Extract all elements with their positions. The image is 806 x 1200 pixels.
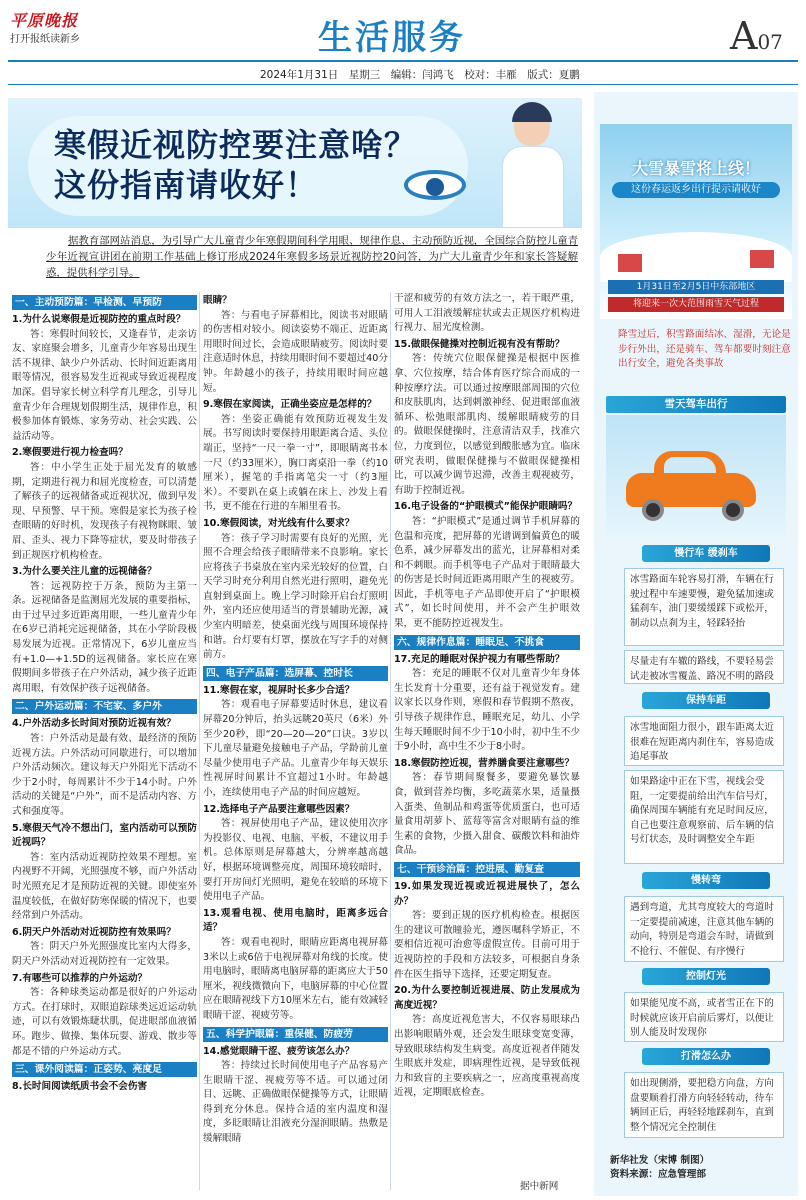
article-column-2 (203, 292, 388, 1147)
answer-paragraph: 答：户外活动是最有效、最经济的预防近视方法。户外活动可同歇进行，可以增加户外活动频次。建议每天户外阳光下活动不少于2小时，每周累计不少于14小时。户外活动的关键是“户外”，而不是活动内容、方式和强度等。 (12, 733, 197, 817)
section-heading: 五、科学护眼篇：重保健、防疲劳 (203, 1027, 388, 1042)
sidebar-credits (610, 1154, 709, 1182)
answer-paragraph: 答：中小学生正处于屈光发育的敏感期，定期进行视力和屈光度检查，可以清楚了解孩子的远视储备或近视状况，做到早发现、早预警、早干预。寒假是家长为孩子检查眼睛的好时机，发现孩子有视物眯眼、皱眉、歪头、视力下降等症状，要及时带孩子到正规医疗机构检查。 (12, 461, 197, 561)
tip-text: 冰雪路面车轮容易打滑，车辆在行驶过程中车速要慢，避免猛加速或猛刹车，油门要缓缓踩下或松开，制动以点刹为主，轻踩轻抬 (624, 568, 784, 646)
dateline: 2024年1月31日 星期三 编辑：闫鸿飞 校对：丰雁 版式：夏鹏 (260, 69, 580, 81)
answer-paragraph: 答：与看电子屏幕相比，阅读书对眼睛的伤害相对较小。阅读姿势不端正、近距离用眼时间过长，会造成眼睛疲劳。阅读时要注意适时休息，持续用眼时间不要超过40分钟。年龄越小的孩子，持续用眼时间应越短。 (203, 309, 388, 394)
answer-paragraph: 答：观看电视时，眼睛应距离电视屏幕3米以上或6倍于电视屏幕对角线的长度。使用电脑时，眼睛离电脑屏幕的距离应大于50厘米，视线微微向下，电脑屏幕的中心位置应在眼睛视线下方10厘米左右，能有效减轻眼睛干涩、视疲劳等。 (203, 936, 388, 1021)
snow-safety-note: 降雪过后，积雪路面结冰、湿滑，无论是步行外出，还是骑车、驾车都要时刻注意出行安全，避免各类事故 (618, 329, 791, 369)
headline-line-1: 寒假近视防控要注意啥？ (54, 126, 418, 164)
question: 20.为什么要控制近视进展、防止发展成为高度近视？ (394, 985, 580, 1011)
tip-text: 尽量走有车辙的路线，不要轻易尝试走被冰雪覆盖、路况不明的路段 (624, 650, 784, 684)
section-heading: 七、干预诊治篇：控进展、勤复查 (394, 862, 580, 877)
eye-icon (404, 170, 466, 200)
tip-text: 遇到弯道，尤其弯度较大的弯道时一定要提前减速，注意其他车辆的动向，特别是弯道会车时，请做到不抢行、不催促、有序慢行 (624, 896, 784, 962)
question: 17.充足的睡眠对保护视力有哪些帮助？ (394, 653, 565, 665)
header-rule-thin (8, 84, 798, 85)
answer-paragraph: 答：各种球类运动都是很好的户外运动方式。在打球时，双眼追踪球类远近运动轨迹，可以有效锻炼睫状肌，促进眼部血液循环。跑步、做操、集体玩耍、游戏、散步等都是不错的户外运动方式。 (12, 987, 197, 1057)
tip-title-lights: 控制灯光 (642, 968, 770, 985)
answer-paragraph: 答：充足的睡眠不仅对儿童青少年身体生长发育十分重要，还有益于视觉发育。建议家长以身作则，寒假和春节假期不熬夜，引导孩子规律作息，睡眠充足，幼儿、小学生每天睡眠时间不少于10小时，初中生不少于9小时，高中生不少于8小时。 (394, 668, 580, 753)
answer-paragraph: 答：观看电子屏幕要适时休息，建议看屏幕20分钟后，抬头远眺20英尺（6米）外至少20秒，即“20—20—20”口诀。3岁以下儿童尽量避免接触电子产品，学龄前儿童尽量少使用电子产品。儿童青少年每天娱乐性视屏时间累计不宜超过1小时。年龄越小，连续使用电子产品的时间应越短。 (203, 699, 388, 798)
house-icon (618, 252, 642, 272)
answer-paragraph: 答：春节期间聚餐多，要避免暴饮暴食，做到营养均衡，多吃蔬菜水果，适量摄入蛋类、鱼制品和鸡蛋等优质蛋白，也可适量食用胡萝卜、蓝莓等富含对眼睛有益的维生素的食物，少摄入甜食、碳酸饮料和油炸食品。 (394, 772, 580, 857)
section-heading: 四、电子产品篇：选屏幕、控时长 (203, 666, 388, 681)
credit-source: 资料来源：应急管理部 (610, 1169, 706, 1180)
answer-paragraph: 答：寒假时间较长，又逢春节，走亲访友、家庭聚会增多，儿童青少年容易出现生活不规律、缺少户外活动、长时间近距离用眼等情况，很容易发生近视或导致近视程度加深。倡导家长树立科学育儿理念，引导儿童青少年合理规划假期生活，规律作息，积极参加体育锻炼、家务劳动、社会实践、公益活动等。 (12, 328, 197, 442)
answer-paragraph: 答：孩子学习时需要有良好的光照，光照不合理会给孩子眼睛带来不良影响。家长应将孩子书桌放在室内采光较好的位置，白天学习时充分利用自然光进行照明，避免光直射到桌面上。晚上学习时除开启台灯照明外，室内还应使用适当的背景辅助光源，减少室内明暗差，使桌面光线与周围环境保持和谐。台灯要有灯罩，摆放在写字手的对侧前方。 (203, 532, 388, 661)
snow-warning-graphic (600, 124, 792, 319)
snow-subtitle: 这份春运返乡出行提示请收好 (612, 182, 780, 198)
question: 3.为什么要关注儿童的远视储备？ (12, 566, 157, 578)
question: 7.有哪些可以推荐的户外运动？ (12, 972, 148, 984)
answer-paragraph: 答：阴天户外光照强度比室内大得多，阴天户外活动对近视防控有一定效果。 (12, 941, 197, 967)
tip-text: 如果路途中正在下雪，视线会受阻，一定要提前给出汽车信号灯，确保周围车辆能有充足时间反应，自己也要注意观察前、后车辆的信号灯状态，及时调整安全车距 (624, 770, 784, 864)
column-divider (199, 292, 200, 1190)
question: 18.寒假防控近视，营养膳食要注意哪些？ (394, 757, 575, 769)
page-number (730, 14, 783, 58)
tip-text: 冰雪地面阻力很小，跟车距离太近很难在短距离内刹住车，容易造成追尾事故 (624, 716, 784, 766)
question: 眼睛？ (203, 295, 232, 306)
section-heading: 三、课外阅读篇：正姿势、亮度足 (12, 1062, 197, 1077)
answer-paragraph: 答：“护眼模式”是通过调节手机屏幕的色温和亮度，把屏幕的光谱调到偏黄色的暖色系，减少屏幕发出的蓝光，让屏幕相对柔和不刺眼。而手机等电子产品对于眼睛最大的伤害是长时间近距离用眼产生的视疲劳。因此，手机等电子产品即使开启了“护眼模式”，如长时间使用，并不会产生护眼效果，更不能防控近视发生。 (394, 515, 580, 630)
question: 14.感觉眼睛干涩、疲劳该怎么办？ (203, 1045, 355, 1057)
question: 9.寒假在家阅读，正确坐姿应是怎样的？ (203, 399, 377, 411)
tip-text: 如出现侧滑，要把稳方向盘，方向盘要顺着打滑方向轻轻转动，待车辆回正后，再轻轻地踩刹车，直到整个情况完全控制住 (624, 1072, 784, 1138)
answer-paragraph: 答：要到正规的医疗机构检查。根据医生的建议可散瞳验光，遵医嘱科学矫正，不要相信近视可治愈等虚假宣传。目前可用于近视防控的手段和方法较多，可根据自身条件在医生指导下选择，还要定期复查。 (394, 910, 580, 980)
answer-paragraph: 答：室内活动近视防控效果不理想。室内视野不开阔，光照强度不够，而户外活动时光照充足才是预防近视的关键。即使室外温度较低，在做好防寒保暖的情况下，也要经常到户外活动。 (12, 851, 197, 922)
question: 15.做眼保健操对控制近视有没有帮助？ (394, 338, 565, 350)
answer-paragraph: 答：传统穴位眼保健操是根据中医推拿、穴位按摩，结合体育医疗综合而成的一种按摩疗法。可以通过按摩眼部周围的穴位和皮肤肌肉，达到刺激神经、促进眼部血液循环、松弛眼部肌肉、缓解眼睛疲劳的目的。做眼保健操时，注意清洁双手，找准穴位，力度到位，以感觉到酸胀感为宜。临床研究表明，做眼保健操与不做眼保健操相比，可以减少调节迟滞，改善主观视疲劳，有助于控制近视。 (394, 353, 580, 496)
page-letter: A (730, 14, 758, 58)
question: 13.观看电视、使用电脑时，距离多远合适？ (203, 907, 388, 934)
credit-graphic: 新华社发（宋博 制图） (610, 1155, 710, 1166)
answer-paragraph: 答：持续过长时间使用电子产品容易产生眼睛干涩、视疲劳等不适。可以通过闭目、远眺、正确做眼保健操等方式，让眼睛得到充分休息。保持合适的室内温度和湿度，多眨眼睛让泪液充分湿润眼睛。热敷是缓解眼睛 (203, 1060, 388, 1145)
question: 10.寒假阅读，对光线有什么要求？ (203, 517, 355, 529)
snow-title: 大雪暴雪将上线！ (631, 159, 760, 178)
doctor-illustration (498, 98, 568, 228)
question: 5.寒假天气冷不想出门，室内活动可以预防近视吗？ (12, 822, 197, 849)
house-icon (750, 248, 774, 268)
tip-title-distance: 保持车距 (642, 692, 770, 709)
headline-line-2: 这份指南请收好！ (54, 166, 319, 204)
question: 2.寒假要进行视力检查吗？ (12, 447, 128, 459)
header-rule (8, 60, 798, 62)
question: 1.为什么说寒假是近视防控的重点时段？ (12, 314, 186, 325)
answer-paragraph: 答：坐姿正确能有效预防近视发生发展。书写阅读时要保持用眼距离合适、头位端正，坚持“一尺一拳一寸”，即眼睛离书本一尺（约33厘米），胸口离桌沿一拳（约10厘米），握笔的手指离笔尖一寸（约3厘米）。不要趴在桌上或躺在床上、沙发上看书，更不能在行进的车厢里看书。 (203, 413, 388, 513)
section-title: 生活服务 (318, 18, 466, 58)
question: 6.阴天户外活动对近视防控有效果吗？ (12, 926, 176, 938)
headline-banner (8, 98, 582, 228)
tip-title-turn: 慢转弯 (642, 872, 770, 889)
article-source: 据中新网 (520, 1181, 559, 1192)
question: 16.电子设备的“护眼模式”能保护眼睛吗？ (394, 501, 578, 513)
question: 8.长时间阅读纸质书会不会伤害 (12, 1081, 148, 1093)
article-intro: 据教育部网站消息，为引导广大儿童青少年寒假期间科学用眼、规律作息、主动预防近视，全国综合防控儿童青少年近视宣讲团在前期工作基础上修订形成2024年寒假多场景近视防控20问答，为广大儿童青少年和家长答疑解惑，提供科学引导。 (46, 235, 578, 279)
tip-title-slow: 慢行车 缓刹车 (642, 545, 770, 562)
question: 4.户外活动多长时间对预防近视有效？ (12, 718, 176, 730)
newspaper-slogan: 打开报纸读新乡 (10, 34, 80, 45)
article-column-1 (12, 292, 197, 1095)
question: 11.寒假在家，视屏时长多少合适？ (203, 684, 355, 696)
section-heading: 一、主动预防篇：早检测、早预防 (12, 295, 197, 310)
section-heading: 二、户外运动篇：不宅家、多户外 (12, 699, 197, 714)
answer-paragraph: 答：视屏使用电子产品，建议使用次序为投影仪、电视、电脑、平板，不建议用手机。总体原则是屏幕越大，分辨率越高越好，根据环境调整亮度，周围环境较暗时，要打开房间灯光照明，避免在较暗的环境下使用电子产品。 (203, 818, 388, 903)
drive-section-title: 雪天驾车出行 (606, 396, 786, 413)
newspaper-logo: 平原晚报 (10, 11, 79, 30)
question: 19.如果发现近视或近视进展快了，怎么办？ (394, 880, 580, 907)
answer-paragraph: 干涩和疲劳的有效方法之一，若干眼严重，可用人工泪液缓解症状或去正规医疗机构进行视力、屈光度检测。 (394, 293, 580, 334)
tip-title-skid: 打滑怎么办 (642, 1048, 770, 1065)
answer-paragraph: 答：高度近视危害大，不仅容易眼球凸出影响眼睛外观，还会发生眼球变宽变薄，导致眼球结构发生病变。高度近视者伴随发生眼底并发症，即病理性近视，是导致低视力和致盲的主要疾病之一，应高度重视高度近视，定期眼底检查。 (394, 1014, 580, 1099)
section-heading: 六、规律作息篇：睡眠足、不挑食 (394, 635, 580, 650)
snow-date-banner: 1月31日至2月5日中东部地区 (608, 280, 784, 294)
answer-paragraph: 答：远视防控于万条，预防为主第一条。远视储备是监测屈光发展的重要指标，由于过早过多近距离用眼，一些儿童青少年在6岁已消耗完远视储备，其在小学阶段极易发展为近视。正常情况下，6岁儿童应当有+1.0—+1.5D的远视储备。家长应在寒假期间多带孩子在户外活动，减少孩子近距离用眼，有效保护孩子远视储备。 (12, 580, 197, 694)
car-illustration (606, 415, 786, 535)
question: 12.选择电子产品要注意哪些因素？ (203, 803, 355, 815)
article-column-3 (394, 292, 580, 1101)
page-digits: 07 (757, 30, 783, 54)
column-divider (390, 292, 391, 1190)
tip-text: 如果能见度不高，或者雪正在下的时候就应该开启前后雾灯，以便让别人能及时发现你 (624, 992, 784, 1042)
snow-warning-banner: 将迎来一次大范围雨雪天气过程 (608, 297, 784, 312)
